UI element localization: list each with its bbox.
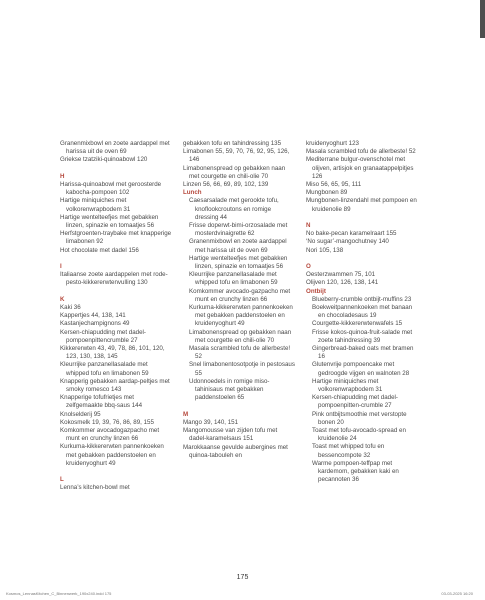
index-entry: Masala scrambled tofu de allerbeste! 52 [189,345,291,361]
index-entry: Marokkaanse gevulde aubergines met quinoa-tabouleh en [183,443,288,459]
print-slug-file: Kosmos_LennasKitchen_C_Binnenwerk_190x240.indd 175 [6,591,112,596]
index-entry: Kaki 36 [60,304,81,312]
print-slug-date: 03-03-2025 16:20 [441,591,473,596]
index-entry: Warme pompoen-teffpap met kardemom, gebakken kaki en pecannoten 36 [312,459,399,484]
index-entry: Olijven 120, 126, 138, 141 [306,279,379,287]
index-entry: Limabonen 55, 59, 70, 76, 92, 95, 126, 146 [183,148,290,164]
index-entry: Toast met tofu-avocado-spread en kruidenolie 24 [312,427,406,443]
index-entry: Granenmixbowl en zoete aardappel met harissa uit de oven 69 [60,140,170,156]
index-entry: Nori 105, 138 [306,246,344,254]
index-entry: Kappertjes 44, 138, 141 [60,312,126,320]
index-entry: Mango 39, 140, 151 [183,418,239,426]
index-entry: Griekse tzatziki-quinoabowl 120 [60,156,148,164]
index-entry: Italiaanse zoete aardappelen met rode-pesto-kikkererwtenvulling 130 [60,271,168,287]
index-letter-heading: I [60,263,62,271]
index-entry: Hartige miniquiches met volkorenwrapbodem 31 [312,377,383,394]
index-entry: Kersen-chiapudding met dadel-pompoenpitten-crumble 27 [312,394,398,410]
index-entry: Knolselderij 95 [60,410,101,418]
index-entry: ‘No sugar’-mangochutney 140 [306,238,389,246]
index-entry: gebakken tofu en tahindressing 135 [183,140,282,147]
index-entry: Kurkuma-kikkererwten pannenkoeken met gebakken paddenstoelen en kruidenyoghurt 49 [60,443,164,467]
index-entry: Hartige miniquiches met volkorenwrapbodem 31 [60,197,131,213]
index-entry: Kurkuma-kikkererwten pannenkoeken met gebakken paddenstoelen en kruidenyoghurt 49 [189,304,293,328]
index-entry: Knapperige tofufrietjes met zelfgemaakte bbq-saus 144 [60,394,143,410]
index-entry: Pink ontbijtsmoothie met verstopte bonen 20 [312,410,407,426]
index-category-heading: Ontbijt [306,287,326,295]
index-entry: Oesterzwammen 75, 101 [306,271,376,279]
index-entry: Kikkererwten 43, 49, 78, 86, 101, 120, 123, 130, 138, 145 [60,345,165,361]
index-entry: Limabonenspread op gebakken naan met courgette en chili-olie 70 [183,164,286,180]
index-column-3 [306,140,418,485]
index-entry: kruidenyoghurt 123 [306,140,359,147]
index-entry: Frisse kokos-quinoa-fruit-salade met zoete tahindressing 39 [312,328,413,344]
index-entry: Knapperig gebakken aardap-peltjes met smoky romesco 143 [60,377,170,394]
index-entry: Courgette-kikkererwtenwafels 15 [312,320,403,328]
page-number: 175 [236,574,249,581]
index-entry: Mungbonen-linzendahl met pompoen en kruidenolie 89 [306,197,417,213]
index-letter-heading: K [60,295,65,303]
index-entry: Kleurrijke panzanellasalade met whipped tofu en limabonen 59 [189,271,278,287]
index-entry: Masala scrambled tofu de allerbeste! 52 [306,148,416,156]
index-entry: Komkommer avocado-gazpacho met munt en crunchy linzen 66 [189,287,291,303]
index-entry: Mediterrane bulgur-ovenschotel met olijven, artisjok en granaatappelpitjes 126 [306,156,414,180]
index-entry: Komkommer avocadogazpacho met munt en crunchy linzen 66 [60,427,160,443]
index-entry: Udonnoedels in romige miso-tahinisaus met gebakken paddenstoelen 65 [189,377,270,402]
index-entry: Blueberry-crumble ontbijt-muffins 23 [312,295,412,303]
index-entry: Miso 56, 65, 95, 111 [306,181,362,189]
index-entry: Hartige wentelteefjes met gebakken linzen, spinazie en tomaatjes 56 [60,213,159,230]
index-letter-heading: L [60,476,64,484]
index-entry: Granenmixbowl en zoete aardappel met harissa uit de oven 69 [189,238,287,254]
index-entry: Kleurrijke panzanellasalade met whipped tofu en limabonen 59 [60,361,149,377]
index-entry: Toast met whipped tofu en bessencompote 32 [312,443,385,459]
index-letter-heading: M [183,410,189,418]
index-entry: Frisse doperwt-bimi-orzosalade met mosterdvinaigrette 62 [189,222,288,238]
index-letter-heading: O [306,263,311,271]
index-letter-heading: H [60,172,65,180]
index-entry: Linzen 56, 66, 69, 89, 102, 139 [183,181,269,189]
index-entry: Kersen-chiapudding met dadel-pompoenpittencrumble 27 [60,328,146,344]
page-edge-tab [480,0,485,38]
index-entry: Hartige wentelteefjes met gebakken linzen, spinazie en tomaatjes 56 [189,254,288,271]
index-entry: Caesarsalade met gerookte tofu, knoflookcroutons en romige dressing 44 [189,197,279,221]
index-entry: Kokosmelk 19, 39, 76, 86, 89, 155 [60,418,154,426]
index-entry: Boekweitpannenkoeken met banaan en chocoladesaus 19 [312,304,413,320]
index-entry: Mungbonen 89 [306,189,348,197]
index-entry: Hot chocolate met dadel 156 [60,246,139,254]
index-entry: Mangomousse van zijden tofu met dadel-karamelsaus 151 [183,427,278,443]
index-category-heading: Lunch [183,189,202,197]
index-entry: Herfstgroenten-traybake met knapperige limabonen 92 [60,230,172,246]
index-entry: No bake-pecan karamelraart 155 [306,230,397,238]
index-column-1 [60,140,172,493]
index-entry: Harissa-quinoabowl met geroosterde kabocha-pompoen 102 [60,181,162,197]
index-entry: Snel limabonentosotpotje in pestosaus 55 [189,361,295,377]
index-column-2 [183,140,295,460]
index-entry: Lenna’s kitchen-bowl met [60,484,130,492]
index-entry: Gingerbread-baked oats met bramen 16 [312,345,414,361]
index-letter-heading: N [306,222,311,230]
index-entry: Glutenvrije pompoencake met gedroogde vijgen en walnoten 28 [312,361,410,377]
index-entry: Limabonenspread op gebakken naan met courgette en chili-olie 70 [189,328,292,344]
index-entry: Kastanjechampignons 49 [60,320,130,328]
